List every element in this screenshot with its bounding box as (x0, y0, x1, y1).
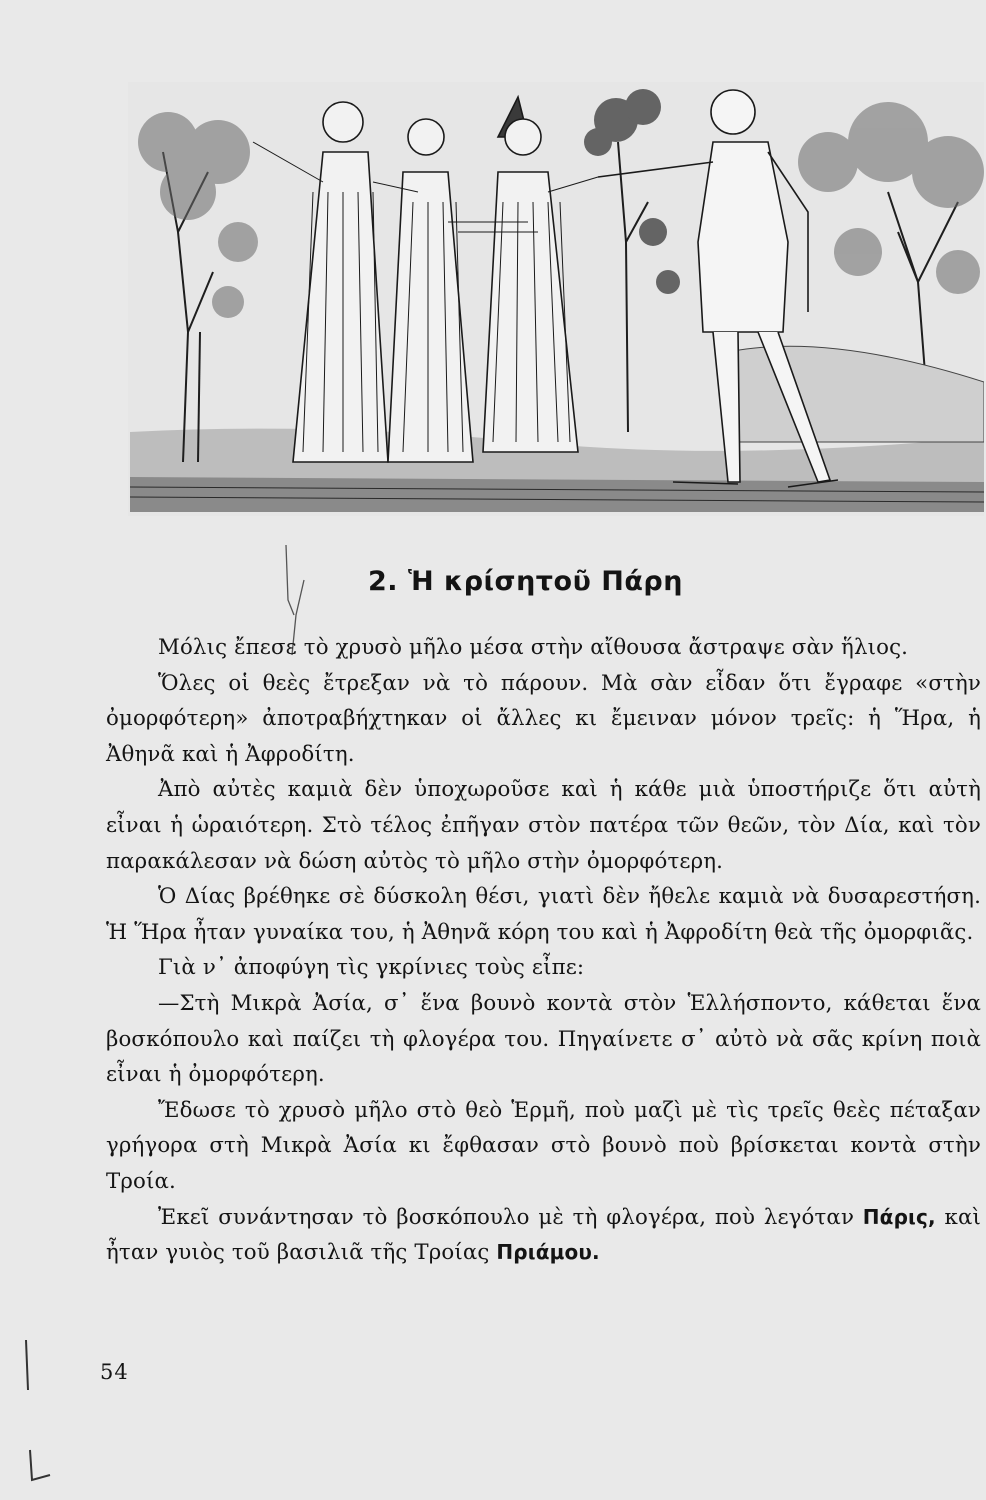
paragraph-last (106, 1200, 981, 1271)
judgement-of-paris-illustration-icon (128, 82, 984, 516)
paragraph: Ἀπὸ αὐτὲς καμιὰ δὲν ὑποχωροῦσε καὶ ἡ κάθε μιὰ ὑποστήριζε ὅτι αὐτὴ εἶναι ἡ ὡραιότερη. Στὸ τέλος ἐπῆγαν στὸν πατέρα τῶν θεῶν, τὸν Δία, καὶ τὸν παρακάλεσαν νὰ δώση αὐτὸς τὸ μῆλο στὴν ὀμορφότερη. (106, 777, 981, 874)
paragraph: Γιὰ ν᾿ ἀποφύγη τὶς γκρίνιες τοὺς εἶπε: (158, 955, 585, 981)
paragraph: Ἔδωσε τὸ χρυσὸ μῆλο στὸ θεὸ Ἑρμῆ, ποὺ μαζὶ μὲ τὶς τρεῖς θεὲς πέταξαν γρήγορα στὴ Μικρὰ Ἀσία κι ἔφθασαν στὸ βουνὸ ποὺ βρίσκεται κοντὰ στὴν Τροία. (106, 1097, 981, 1194)
scan-edge-mark-icon (20, 1330, 60, 1490)
paragraph: Ὁ Δίας βρέθηκε σὲ δύσκολη θέσι, γιατὶ δὲν ἤθελε καμιὰ νὰ δυσαρεστήση. Ἡ Ἥρα ἦταν γυναίκα του, ἡ Ἀθηνᾶ κόρη του καὶ ἡ Ἀφροδίτη θεὰ τῆς ὀμορφιᾶς. (106, 884, 981, 945)
name-paris: Πάρις, (862, 1204, 936, 1229)
name-priam: Πριάμου. (496, 1240, 600, 1265)
paragraph: Ὅλες οἱ θεὲς ἔτρεξαν νὰ τὸ πάρουν. Μὰ σὰν εἶδαν ὅτι ἔγραφε «στὴν ὀμορφότερη» ἀποτραβήχτηκαν οἱ ἄλλες κι ἔμειναν μόνον τρεῖς: ἡ Ἥρα, ἡ Ἀθηνᾶ καὶ ἡ Ἀφροδίτη. (106, 670, 981, 767)
paragraph: Μόλις ἔπεσε τὸ χρυσὸ μῆλο μέσα στὴν αἴθουσα ἄστραψε σὰν ἥλιος. (158, 635, 909, 660)
chapter-title: 2. Ἡ κρίσητοῦ Πάρη (368, 566, 683, 597)
text-span: καὶ ἦταν γυιὸς τοῦ βασιλιᾶ τῆς Τροίας (106, 1204, 981, 1266)
text-span: Ἐκεῖ συνάντησαν τὸ βοσκόπουλο μὲ τὴ φλογέρα, ποὺ λεγόταν (158, 1204, 863, 1230)
page-number: 54 (100, 1360, 129, 1384)
paragraph: —Στὴ Μικρὰ Ἀσία, σ᾿ ἕνα βουνὸ κοντὰ στὸν Ἑλλήσποντο, κάθεται ἕνα βοσκόπουλο καὶ παίζει τὴ φλογέρα του. Πηγαίνετε σ᾿ αὐτὸ νὰ σᾶς κρίνη ποιὰ εἶναι ἡ ὀμορφότερη. (106, 990, 981, 1088)
body-text (106, 630, 981, 1271)
